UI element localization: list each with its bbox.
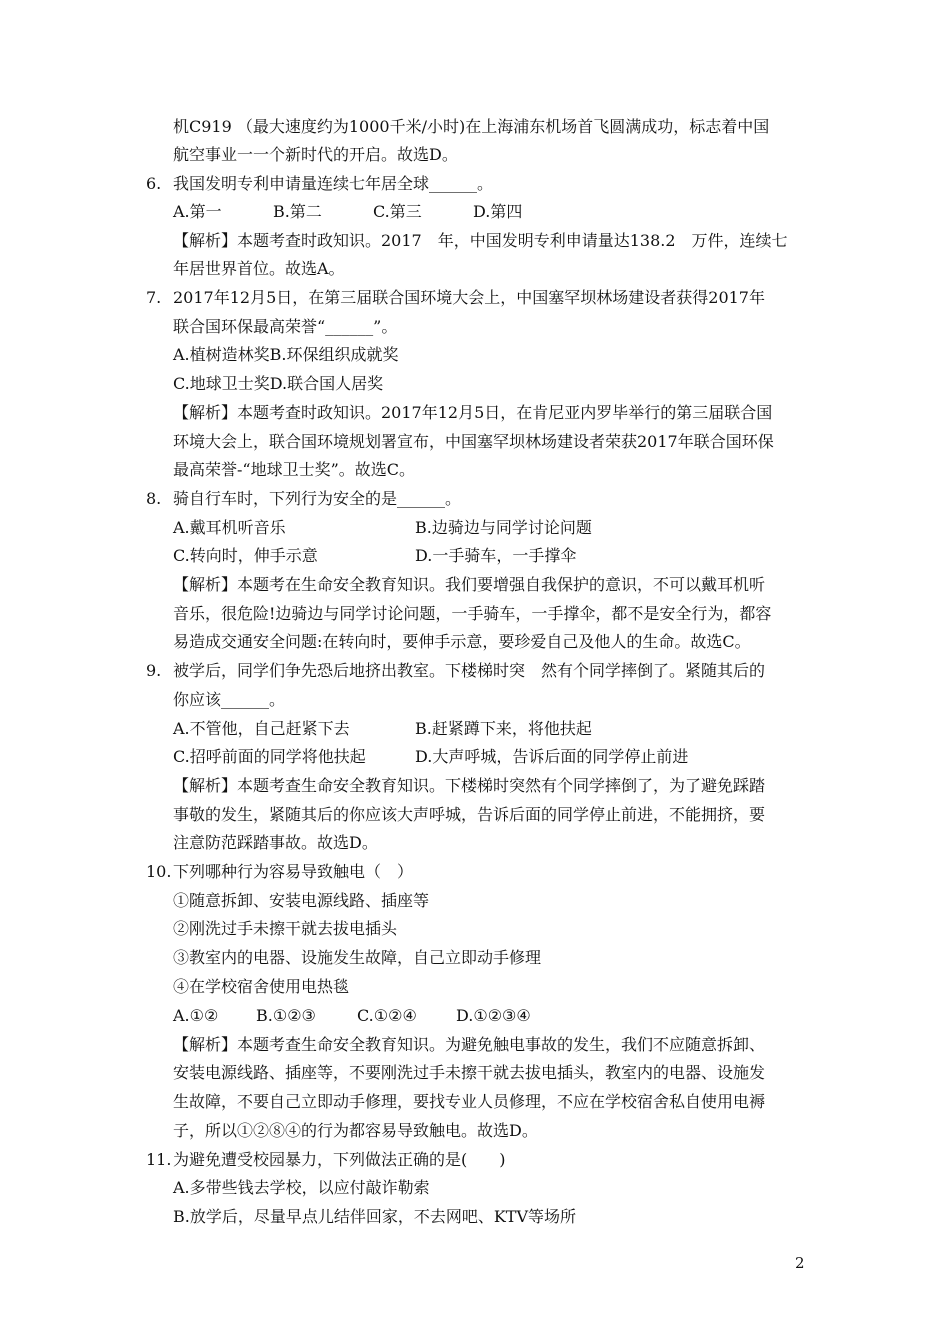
question-7-explanation-1: 【解析】本题考查时政知识。2017年12月5日，在肯尼亚内罗毕举行的第三届联合国	[173, 403, 773, 422]
question-8-explanation-3: 易造成交通安全问题:在转向时，要伸手示意，要珍爱自己及他人的生命。故选C。	[173, 632, 751, 651]
question-8-option-a: A.戴耳机听音乐	[173, 518, 286, 537]
page-number: 2	[795, 1254, 805, 1272]
question-7-options-ab: A.植树造林奖B.环保组织成就奖	[173, 345, 399, 364]
question-8-number: 8.	[146, 489, 162, 508]
question-11-number: 11.	[146, 1150, 172, 1169]
question-11-option-b: B.放学后，尽量早点儿结伴回家，不去网吧、KTV等场所	[173, 1207, 577, 1226]
question-9-explanation-1: 【解析】本题考查生命安全教育知识。下楼梯时突然有个同学摔倒了，为了避免踩踏	[173, 776, 766, 795]
question-7-stem-1: 2017年12月5日，在第三届联合国环境大会上，中国塞罕坝林场建设者获得2017年	[173, 288, 765, 307]
question-9-stem-1: 被学后，同学们争先恐后地挤出教室。下楼梯时突 然有个同学摔倒了。紧随其后的	[173, 661, 766, 680]
question-10-explanation-2: 安装电源线路、插座等，不要刚洗过手未擦干就去拔电插头，教室内的电器、设施发	[173, 1063, 766, 1082]
question-10-number: 10.	[146, 862, 172, 881]
question-10-stem: 下列哪种行为容易导致触电（ ）	[173, 862, 414, 881]
question-6-explanation-1: 【解析】本题考查时政知识。2017 年，中国发明专利申请量达138.2 万件，连续七	[173, 231, 788, 250]
question-7-stem-2: 联合国环保最高荣誉“______”。	[173, 317, 398, 336]
question-9-option-b: B.赶紧蹲下来，将他扶起	[415, 719, 592, 738]
question-10-item-4: ④在学校宿舍使用电热毯	[173, 977, 350, 996]
question-7-number: 7.	[146, 288, 162, 307]
question-7-explanation-3: 最高荣誉-“地球卫士奖”。故选C。	[173, 460, 416, 479]
question-8-option-b: B.边骑边与同学讨论问题	[415, 518, 592, 537]
continued-explanation-line-1: 机C919 （最大速度约为1000千米/小时)在上海浦东机场首飞圆满成功，标志着中国	[173, 117, 770, 136]
question-9-explanation-3: 注意防范踩踏事故。故选D。	[173, 833, 378, 852]
question-11-option-a: A.多带些钱去学校，以应付敲诈勒索	[173, 1178, 430, 1197]
question-8-explanation-1: 【解析】本题考在生命安全教育知识。我们要增强自我保护的意识，不可以戴耳机听	[173, 575, 766, 594]
question-10-option-b: B.①②③	[256, 1006, 316, 1025]
question-9-stem-2: 你应该______。	[173, 690, 286, 709]
question-10-item-3: ③教室内的电器、设施发生故障，自己立即动手修理	[173, 948, 542, 967]
question-6-option-d: D.第四	[473, 202, 523, 221]
question-10-explanation-1: 【解析】本题考查生命安全教育知识。为避免触电事故的发生，我们不应随意拆卸、	[173, 1035, 766, 1054]
question-9-option-c: C.招呼前面的同学将他扶起	[173, 747, 366, 766]
question-10-explanation-4: 子，所以①②⑧④的行为都容易导致触电。故选D。	[173, 1121, 538, 1140]
question-10-option-a: A.①②	[173, 1006, 219, 1025]
question-7-explanation-2: 环境大会上，联合国环境规划署宣布，中国塞罕坝林场建设者荣获2017年联合国环保	[173, 432, 774, 451]
continued-explanation-line-2: 航空事业一一个新时代的开启。故选D。	[173, 145, 458, 164]
question-9-option-a: A.不管他，自己赶紧下去	[173, 719, 350, 738]
question-6-option-b: B.第二	[273, 202, 322, 221]
question-6-option-a: A.第一	[173, 202, 222, 221]
question-7-options-cd: C.地球卫士奖D.联合国人居奖	[173, 374, 384, 393]
question-8-stem: 骑自行车时，下列行为安全的是______。	[173, 489, 462, 508]
question-11-stem: 为避免遭受校园暴力，下列做法正确的是( )	[173, 1150, 506, 1169]
question-6-option-c: C.第三	[373, 202, 422, 221]
question-8-explanation-2: 音乐，很危险!边骑边与同学讨论问题，一手骑车，一手撑伞，都不是安全行为，都容	[173, 604, 772, 623]
question-9-number: 9.	[146, 661, 162, 680]
question-6-stem: 我国发明专利申请量连续七年居全球______。	[173, 174, 494, 193]
question-6-number: 6.	[146, 174, 162, 193]
question-10-item-1: ①随意拆卸、安装电源线路、插座等	[173, 891, 430, 910]
question-10-item-2: ②刚洗过手未擦干就去拔电插头	[173, 919, 398, 938]
question-6-explanation-2: 年居世界首位。故选A。	[173, 259, 345, 278]
question-9-explanation-2: 事敬的发生，紧随其后的你应该大声呼城，告诉后面的同学停止前进，不能拥挤，要	[173, 805, 766, 824]
question-8-option-d: D.一手骑车，一手撑伞	[415, 546, 577, 565]
question-10-explanation-3: 生故障，不要自己立即动手修理，要找专业人员修理，不应在学校宿舍私自使用电褥	[173, 1092, 766, 1111]
question-10-option-d: D.①②③④	[456, 1006, 531, 1025]
question-8-option-c: C.转向时，伸手示意	[173, 546, 318, 565]
question-10-option-c: C.①②④	[357, 1006, 417, 1025]
question-9-option-d: D.大声呼城，告诉后面的同学停止前进	[415, 747, 689, 766]
